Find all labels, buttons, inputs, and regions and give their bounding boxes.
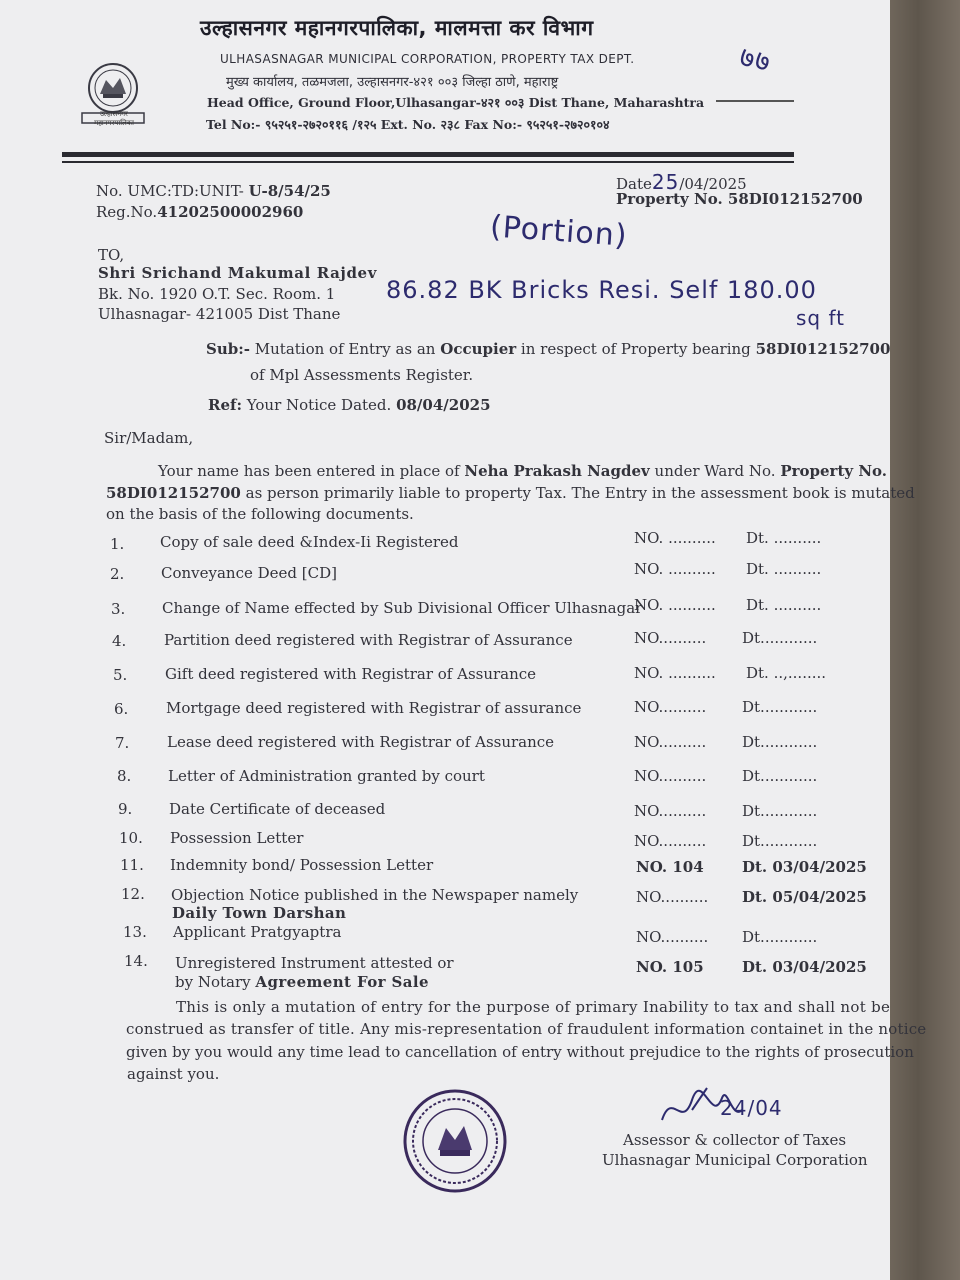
closing-line-4: against you.	[127, 1065, 220, 1083]
handwritten-property-details: 86.82 BK Bricks Resi. Self 180.00	[386, 276, 817, 304]
body-line-1: Your name has been entered in place of Neha Prakash Nagdev under Ward No. Property No.	[158, 462, 887, 480]
recipient-address-line2: Ulhasnagar- 421005 Dist Thane	[98, 305, 341, 323]
signatory-organization: Ulhasnagar Municipal Corporation	[602, 1151, 868, 1169]
property-number: Property No. 58DI012152700	[616, 190, 863, 208]
header-rule-thin	[62, 161, 794, 163]
corner-underline	[716, 100, 794, 102]
header-phones: Tel No:- ९५२५१-२७२०११६ /१२५ Ext. No. २३८ Fax No:- ९५२५१-२७२०१०४	[206, 117, 610, 132]
subject-line: Sub:- Mutation of Entry as an Occupier in respect of Property bearing 58DI012152700	[206, 340, 891, 358]
body-line-2: 58DI012152700 as person primarily liable to property Tax. The Entry in the assessment book is mutated	[106, 484, 915, 502]
corner-handwriting: ७७	[736, 40, 775, 79]
closing-line-3: given by you would any time lead to cancellation of entry without prejudice to the rights of prosecution	[126, 1043, 914, 1061]
header-address-marathi: मुख्य कार्यालय, तळमजला, उल्हासनगर-४२१ ००३ जिल्हा ठाणे, महाराष्ट्र	[226, 75, 559, 90]
handwritten-portion: (Portion)	[488, 209, 629, 254]
recipient-address-line1: Bk. No. 1920 O.T. Sec. Room. 1	[98, 285, 336, 303]
background-surface	[890, 0, 960, 1280]
letter-date: Date25/04/2025	[616, 170, 747, 194]
corporation-seal-icon	[402, 1088, 508, 1194]
reference-line: Ref: Your Notice Dated. 08/04/2025	[208, 396, 491, 414]
registration-number: Reg.No.41202500002960	[96, 203, 304, 221]
closing-line-2: construed as transfer of title. Any mis-representation of fraudulent information containet in the notice	[126, 1020, 927, 1038]
header-address-english: Head Office, Ground Floor,Ulhasangar-४२१ ००३ Dist Thane, Maharashtra	[207, 95, 705, 110]
closing-line-1: This is only a mutation of entry for the purpose of primary Inability to tax and shall not be	[176, 998, 891, 1016]
header-title-marathi: उल्हासनगर महानगरपालिका, मालमत्ता कर विभाग	[200, 16, 594, 40]
salutation: Sir/Madam,	[104, 429, 194, 447]
handwritten-unit: sq ft	[796, 306, 846, 330]
header-title-english: ULHASASNAGAR MUNICIPAL CORPORATION, PROPERTY TAX DEPT.	[220, 52, 635, 66]
body-line-3: on the basis of the following documents.	[106, 505, 414, 523]
signatory-title: Assessor & collector of Taxes	[623, 1131, 847, 1149]
logo-caption: उल्हासनगर महानगरपालिका	[94, 110, 134, 127]
signature-date: 24/04	[720, 1096, 783, 1120]
reference-number: No. UMC:TD:UNIT- U-8/54/25	[96, 182, 331, 200]
recipient-to: TO,	[98, 246, 125, 264]
header-rule-thick	[62, 152, 794, 157]
recipient-name: Shri Srichand Makumal Rajdev	[98, 264, 378, 282]
subject-line-2: of Mpl Assessments Register.	[250, 366, 474, 384]
